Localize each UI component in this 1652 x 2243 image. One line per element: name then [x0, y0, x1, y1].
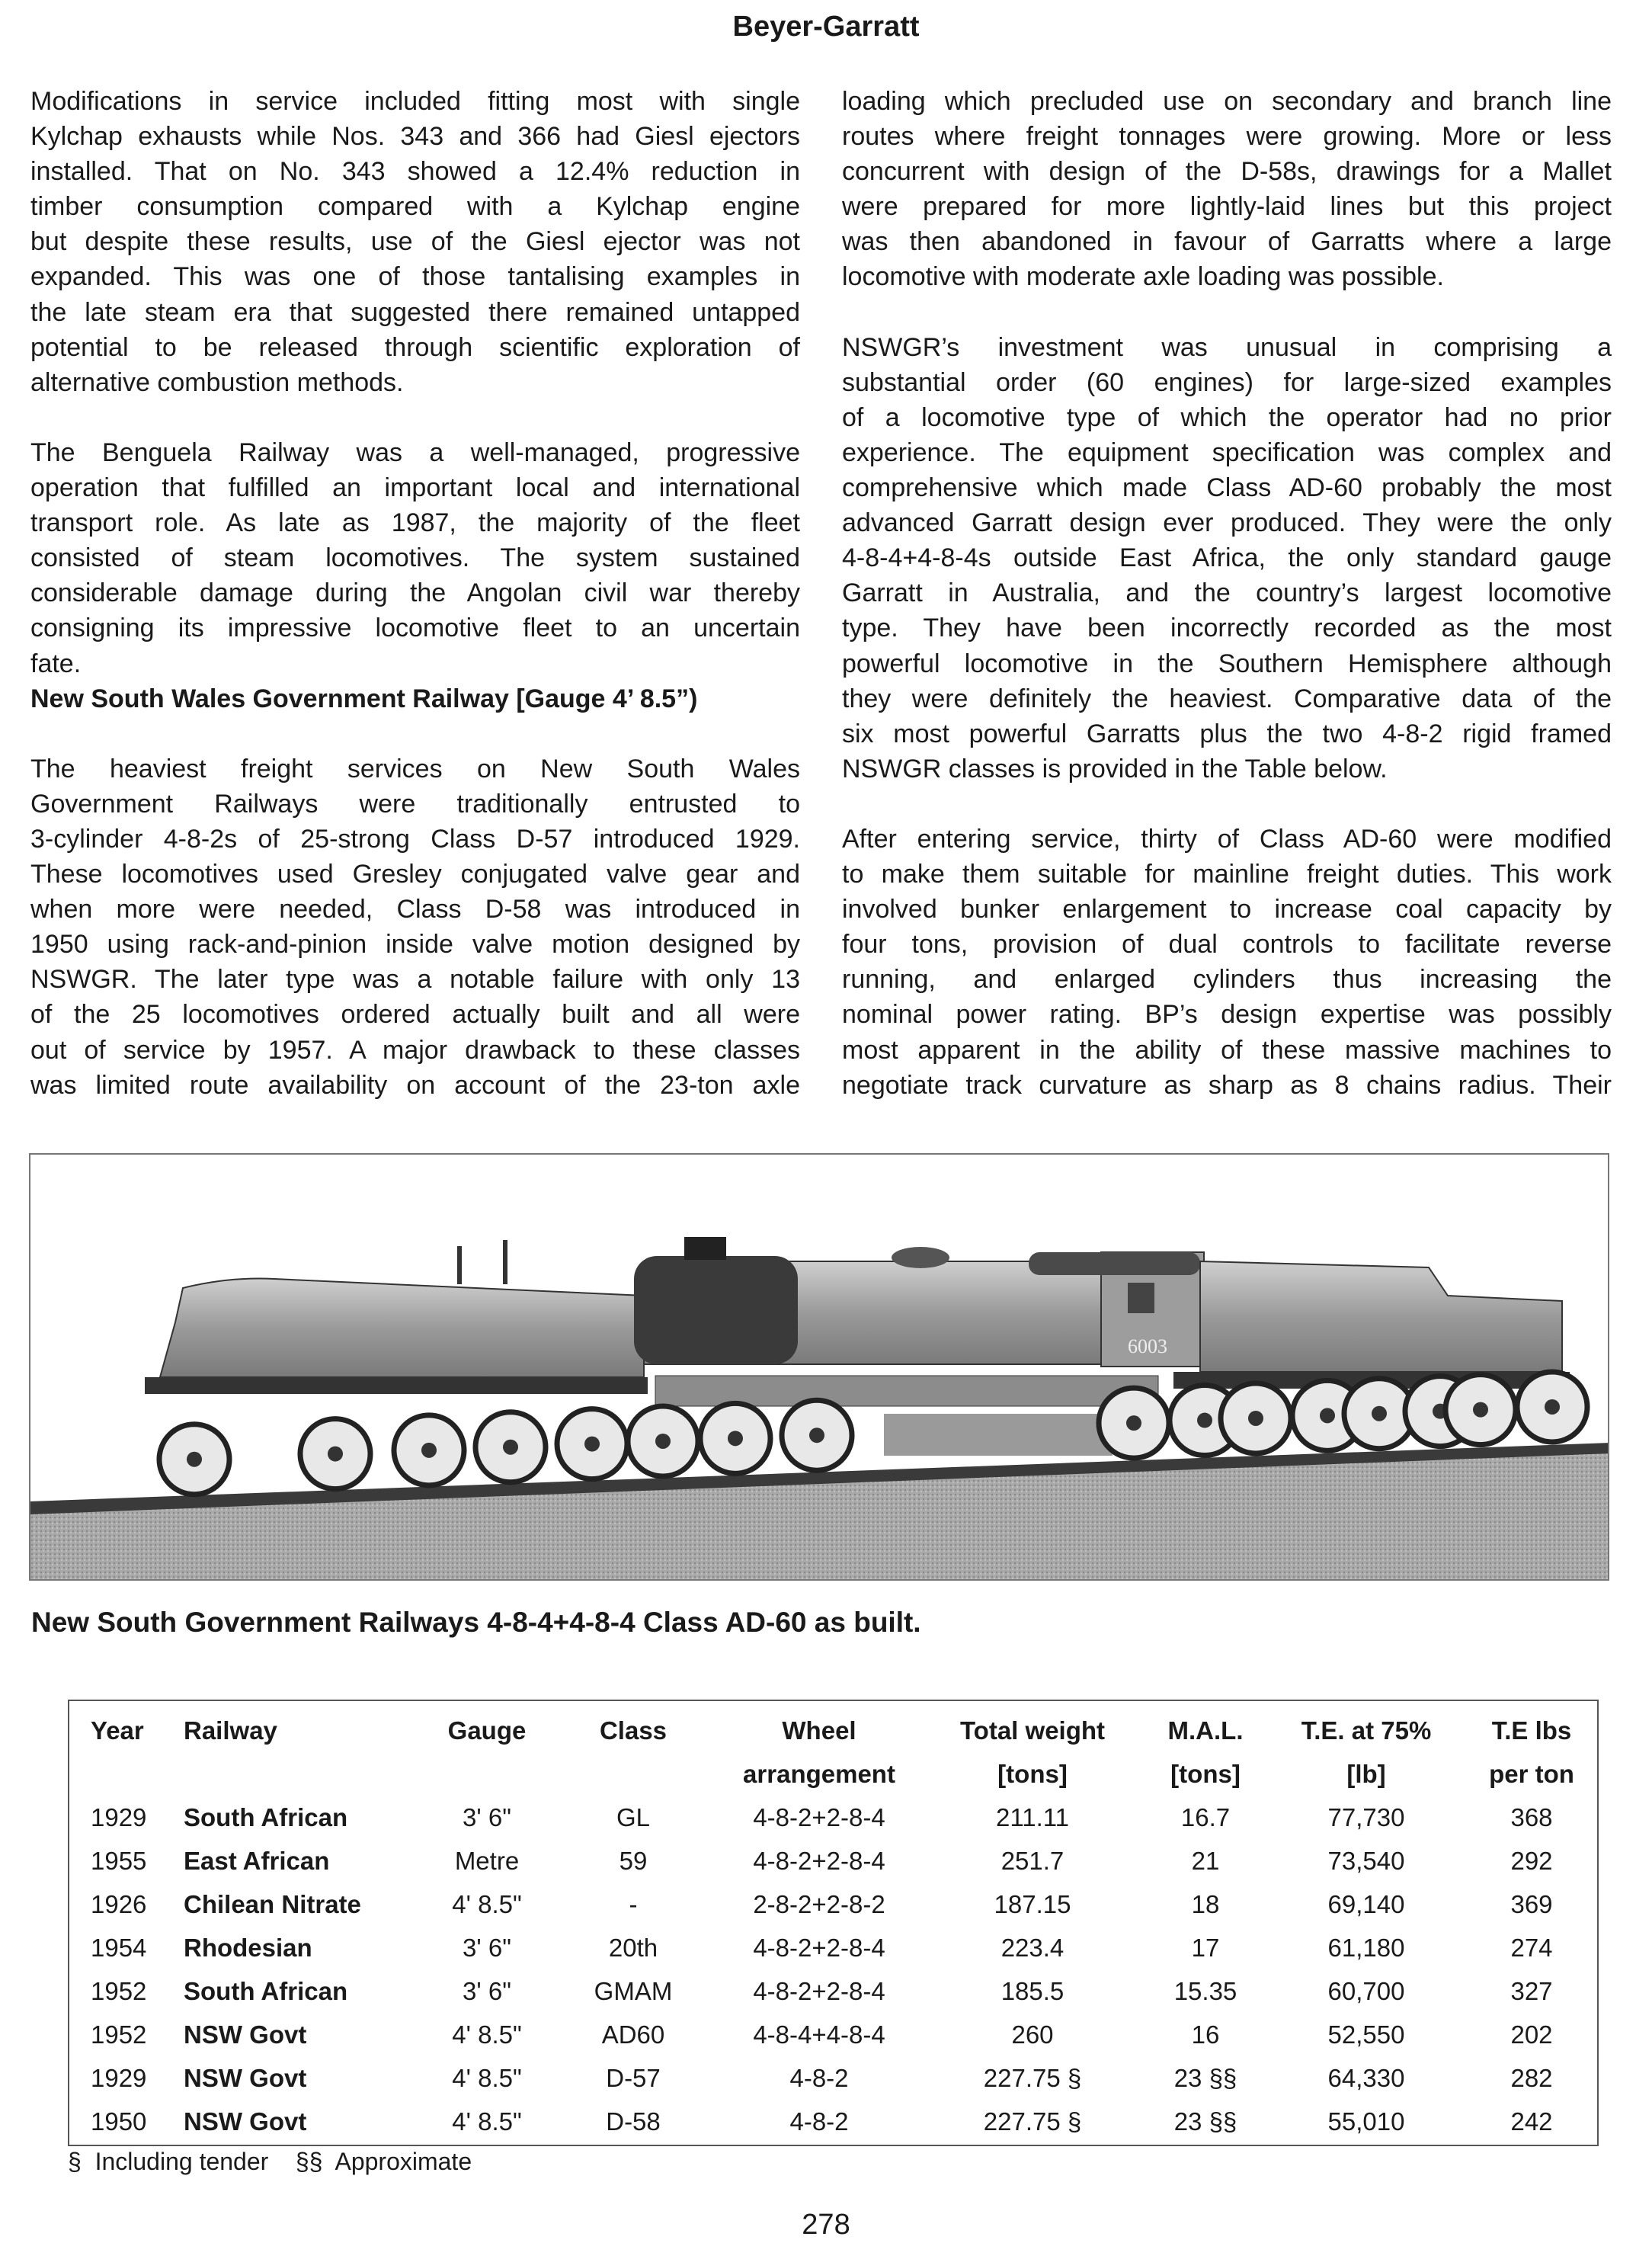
table-cell-railway: South African — [184, 1803, 348, 1831]
table-cell-year: 1926 — [91, 1890, 147, 1918]
table-cell-mal: 15.35 — [1173, 1977, 1237, 2005]
right-text-column — [842, 84, 1612, 1103]
table-cell-te-per-ton: 202 — [1510, 2020, 1553, 2049]
table-cell-gauge: 4' 8.5" — [452, 2064, 522, 2092]
table-cell-tractive-effort: 69,140 — [1327, 1890, 1405, 1918]
table-cell-wheel-arrangement: 4-8-4+4-8-4 — [753, 2020, 885, 2049]
column-header-tractive-effort: T.E. at 75% — [1301, 1716, 1432, 1745]
table-cell-te-per-ton: 282 — [1510, 2064, 1553, 2092]
paragraph-gap — [30, 716, 800, 751]
text-line: After entering service, thirty of Class AD-60 were modified — [842, 824, 1612, 854]
text-line: comprehensive which made Class AD-60 probably the most — [842, 473, 1612, 503]
text-line: routes where freight tonnages were growing. More or less — [842, 122, 1612, 152]
table-cell-gauge: Metre — [454, 1847, 520, 1875]
table-cell-class: GL — [616, 1803, 651, 1831]
text-line: negotiate track curvature as sharp as 8 chains radius. Their — [842, 1070, 1612, 1100]
wheel-hub — [1126, 1415, 1141, 1431]
text-line: out of service by 1957. A major drawback to these classes — [30, 1035, 800, 1065]
table-cell-year: 1952 — [91, 2020, 147, 2049]
text-line: of a locomotive type of which the operator had no prior — [842, 402, 1612, 432]
text-line: 3-cylinder 4-8-2s of 25-strong Class D-57 introduced 1929. — [30, 824, 800, 854]
table-cell-total-weight: 227.75 § — [983, 2064, 1082, 2092]
column-header-mal-sub: [tons] — [1170, 1760, 1241, 1788]
table-cell-wheel-arrangement: 4-8-2 — [789, 2107, 849, 2136]
page-running-title: Beyer-Garratt — [732, 11, 920, 43]
table-cell-mal: 23 §§ — [1173, 2107, 1237, 2136]
column-header-class: Class — [599, 1716, 668, 1745]
text-line: Garratt in Australia, and the country’s largest locomotive — [842, 578, 1612, 608]
text-line: alternative combustion methods. — [30, 367, 404, 397]
wheel-hub — [328, 1447, 343, 1462]
table-cell-gauge: 4' 8.5" — [452, 2020, 522, 2049]
text-line: when more were needed, Class D-58 was introduced in — [30, 895, 800, 924]
column-header-wheel-arrangement: Wheel — [782, 1716, 856, 1745]
text-line: Modifications in service included fitting most with single — [30, 87, 800, 116]
text-line: running, and enlarged cylinders thus increasing the — [842, 965, 1612, 995]
table-cell-class: - — [629, 1890, 638, 1918]
table-cell-total-weight: 211.11 — [995, 1803, 1070, 1831]
table-cell-tractive-effort: 60,700 — [1327, 1977, 1405, 2005]
locomotive-illustration — [30, 1155, 1609, 1581]
photo-caption: New South Government Railways 4-8-4+4-8-4 Class AD-60 as built. — [31, 1607, 921, 1638]
smokebox — [634, 1256, 798, 1364]
table-cell-mal: 23 §§ — [1173, 2064, 1237, 2092]
text-line: NSWGR. The later type was a notable failure with only 13 — [30, 965, 800, 995]
wheel-hub — [503, 1440, 518, 1455]
text-line: experience. The equipment specification was complex and — [842, 437, 1612, 467]
text-line: locomotive with moderate axle loading was possible. — [842, 262, 1444, 292]
text-line: timber consumption compared with a Kylchap engine — [30, 192, 800, 222]
text-line: 1950 using rack-and-pinion inside valve motion designed by — [30, 930, 800, 960]
text-line: expanded. This was one of those tantalising examples in — [30, 262, 800, 292]
paragraph-gap — [842, 787, 1612, 822]
table-cell-class: 59 — [619, 1847, 648, 1875]
text-line: four tons, provision of dual controls to facilitate reverse — [842, 930, 1612, 960]
wheel-hub — [187, 1452, 202, 1467]
text-line: involved bunker enlargement to increase coal capacity by — [842, 895, 1612, 924]
text-line: 4-8-4+4-8-4s outside East Africa, the only standard gauge — [842, 543, 1612, 573]
table-cell-mal: 17 — [1191, 1934, 1220, 1962]
text-line: were prepared for more lightly-laid lines but this project — [842, 192, 1612, 222]
table-cell-tractive-effort: 64,330 — [1327, 2064, 1405, 2092]
page-number: 278 — [802, 2209, 850, 2241]
table-cell-year: 1929 — [91, 1803, 147, 1831]
wheel-hub — [421, 1443, 437, 1458]
column-header-tractive-effort-sub: [lb] — [1346, 1760, 1386, 1788]
rear-coal-bunker — [1200, 1261, 1562, 1372]
text-line: advanced Garratt design ever produced. They were the only — [842, 508, 1612, 538]
table-cell-te-per-ton: 292 — [1510, 1847, 1553, 1875]
text-line: NSWGR’s investment was unusual in comprising a — [842, 332, 1612, 362]
loco-number: 6003 — [1128, 1335, 1167, 1357]
table-cell-total-weight: 185.5 — [1000, 1977, 1065, 2005]
paragraph-gap — [30, 400, 800, 435]
text-line: The heaviest freight services on New South Wales — [30, 754, 800, 783]
comparison-table — [68, 1700, 1599, 2146]
table-cell-railway: NSW Govt — [184, 2020, 307, 2049]
column-header-te-per-ton: T.E lbs — [1491, 1716, 1572, 1745]
text-line: nominal power rating. BP’s design expertise was possibly — [842, 1000, 1612, 1030]
table-cell-wheel-arrangement: 2-8-2+2-8-2 — [753, 1890, 885, 1918]
table-cell-year: 1952 — [91, 1977, 147, 2005]
front-water-tank — [160, 1279, 644, 1378]
table-cell-tractive-effort: 77,730 — [1327, 1803, 1405, 1831]
table-cell-total-weight: 223.4 — [1000, 1934, 1065, 1962]
wheel-hub — [584, 1437, 600, 1452]
text-line: The Benguela Railway was a well-managed, progressive — [30, 437, 800, 467]
left-text-column — [30, 84, 800, 1103]
table-cell-tractive-effort: 73,540 — [1327, 1847, 1405, 1875]
table-cell-total-weight: 260 — [1011, 2020, 1054, 2049]
table-cell-railway: Chilean Nitrate — [184, 1890, 361, 1918]
text-line: transport role. As late as 1987, the majority of the fleet — [30, 508, 800, 538]
text-line: Kylchap exhausts while Nos. 343 and 366 had Giesl ejectors — [30, 122, 800, 152]
table-footnote: § Including tender §§ Approximate — [68, 2148, 472, 2175]
wheel-hub — [1320, 1408, 1335, 1423]
wheel-hub — [728, 1431, 743, 1446]
table-cell-tractive-effort: 52,550 — [1327, 2020, 1405, 2049]
text-line: consigning its impressive locomotive fleet to an uncertain — [30, 614, 800, 643]
wheel-hub — [1372, 1406, 1387, 1421]
chimney — [684, 1237, 726, 1260]
table-cell-te-per-ton: 327 — [1510, 1977, 1553, 2005]
column-header-year: Year — [91, 1716, 144, 1745]
table-cell-class: D-57 — [606, 2064, 661, 2092]
table-cell-te-per-ton: 274 — [1510, 1934, 1553, 1962]
table-cell-railway: Rhodesian — [184, 1934, 312, 1962]
table-cell-te-per-ton: 242 — [1510, 2107, 1553, 2136]
table-cell-total-weight: 187.15 — [994, 1890, 1071, 1918]
table-cell-wheel-arrangement: 4-8-2+2-8-4 — [753, 1803, 885, 1831]
table-cell-class: GMAM — [594, 1977, 673, 2005]
text-line: of the 25 locomotives ordered actually built and all were — [30, 1000, 800, 1030]
wheel-hub — [1248, 1411, 1263, 1426]
table-cell-tractive-effort: 61,180 — [1327, 1934, 1405, 1962]
text-line: was then abandoned in favour of Garratts where a large — [842, 227, 1612, 257]
table-cell-railway: South African — [184, 1977, 348, 2005]
table-cell-railway: East African — [184, 1847, 330, 1875]
locomotive-photo — [29, 1153, 1609, 1581]
table-cell-wheel-arrangement: 4-8-2 — [789, 2064, 849, 2092]
text-line: Government Railways were traditionally entrusted to — [30, 789, 800, 819]
text-line: potential to be released through scientific exploration of — [30, 332, 800, 362]
wheel-hub — [1545, 1399, 1560, 1415]
column-header-wheel-arrangement-sub: arrangement — [743, 1760, 895, 1788]
column-header-railway: Railway — [184, 1716, 277, 1745]
text-line: six most powerful Garratts plus the two 4-8-2 rigid framed — [842, 719, 1612, 748]
table-cell-class: 20th — [608, 1934, 658, 1962]
text-line: consisted of steam locomotives. The system sustained — [30, 543, 800, 573]
table-cell-year: 1929 — [91, 2064, 147, 2092]
column-header-gauge: Gauge — [447, 1716, 527, 1745]
text-line: These locomotives used Gresley conjugated valve gear and — [30, 860, 800, 889]
table-cell-year: 1954 — [91, 1934, 147, 1962]
column-header-mal: M.A.L. — [1167, 1716, 1244, 1745]
text-line: to make them suitable for mainline freight duties. This work — [842, 860, 1612, 889]
table-cell-gauge: 4' 8.5" — [452, 1890, 522, 1918]
column-header-te-per-ton-sub: per ton — [1489, 1760, 1574, 1788]
wheel-hub — [1197, 1413, 1212, 1428]
table-cell-class: AD60 — [601, 2020, 665, 2049]
table-cell-te-per-ton: 368 — [1510, 1803, 1553, 1831]
wheel-hub — [809, 1428, 824, 1443]
text-line: considerable damage during the Angolan civil war thereby — [30, 578, 800, 608]
text-line: but despite these results, use of the Giesl ejector was not — [30, 227, 800, 257]
section-heading: New South Wales Government Railway [Gauge 4’ 8.5”) — [30, 684, 698, 713]
table-cell-wheel-arrangement: 4-8-2+2-8-4 — [753, 1847, 885, 1875]
text-line: NSWGR classes is provided in the Table below. — [842, 754, 1388, 783]
table-cell-gauge: 3' 6" — [463, 1934, 511, 1962]
table-cell-mal: 21 — [1191, 1847, 1220, 1875]
table-cell-railway: NSW Govt — [184, 2064, 307, 2092]
paragraph-gap — [842, 295, 1612, 330]
text-line: they were definitely the heaviest. Comparative data of the — [842, 684, 1612, 713]
text-line: operation that fulfilled an important local and international — [30, 473, 800, 503]
text-line: was limited route availability on account of the 23-ton axle — [30, 1070, 800, 1100]
wheel-hub — [1473, 1402, 1488, 1418]
table-cell-mal: 18 — [1191, 1890, 1220, 1918]
table-cell-year: 1950 — [91, 2107, 147, 2136]
table-cell-gauge: 3' 6" — [463, 1803, 511, 1831]
table-cell-total-weight: 251.7 — [1000, 1847, 1065, 1875]
table-cell-gauge: 4' 8.5" — [452, 2107, 522, 2136]
text-line: substantial order (60 engines) for large-sized examples — [842, 367, 1612, 397]
table-cell-total-weight: 227.75 § — [983, 2107, 1082, 2136]
table-cell-te-per-ton: 369 — [1510, 1890, 1553, 1918]
table-cell-railway: NSW Govt — [184, 2107, 307, 2136]
table-cell-class: D-58 — [606, 2107, 661, 2136]
table-cell-year: 1955 — [91, 1847, 147, 1875]
column-header-total-weight: Total weight — [959, 1716, 1106, 1745]
text-line: concurrent with design of the D-58s, drawings for a Mallet — [842, 157, 1612, 187]
text-line: the late steam era that suggested there remained untapped — [30, 297, 800, 327]
table-cell-mal: 16 — [1191, 2020, 1220, 2049]
table-cell-gauge: 3' 6" — [463, 1977, 511, 2005]
wheel-hub — [655, 1434, 671, 1449]
text-line: loading which precluded use on secondary and branch line — [842, 87, 1612, 116]
table-cell-mal: 16.7 — [1180, 1803, 1231, 1831]
text-line: installed. That on No. 343 showed a 12.4% reduction in — [30, 157, 800, 187]
table-cell-tractive-effort: 55,010 — [1327, 2107, 1405, 2136]
text-line: fate. — [30, 649, 82, 678]
text-line: powerful locomotive in the Southern Hemisphere although — [842, 649, 1612, 678]
text-line: type. They have been incorrectly recorded as the most — [842, 614, 1612, 643]
text-line: most apparent in the ability of these massive machines to — [842, 1035, 1612, 1065]
table-cell-wheel-arrangement: 4-8-2+2-8-4 — [753, 1934, 885, 1962]
table-cell-wheel-arrangement: 4-8-2+2-8-4 — [753, 1977, 885, 2005]
column-header-total-weight-sub: [tons] — [997, 1760, 1068, 1788]
